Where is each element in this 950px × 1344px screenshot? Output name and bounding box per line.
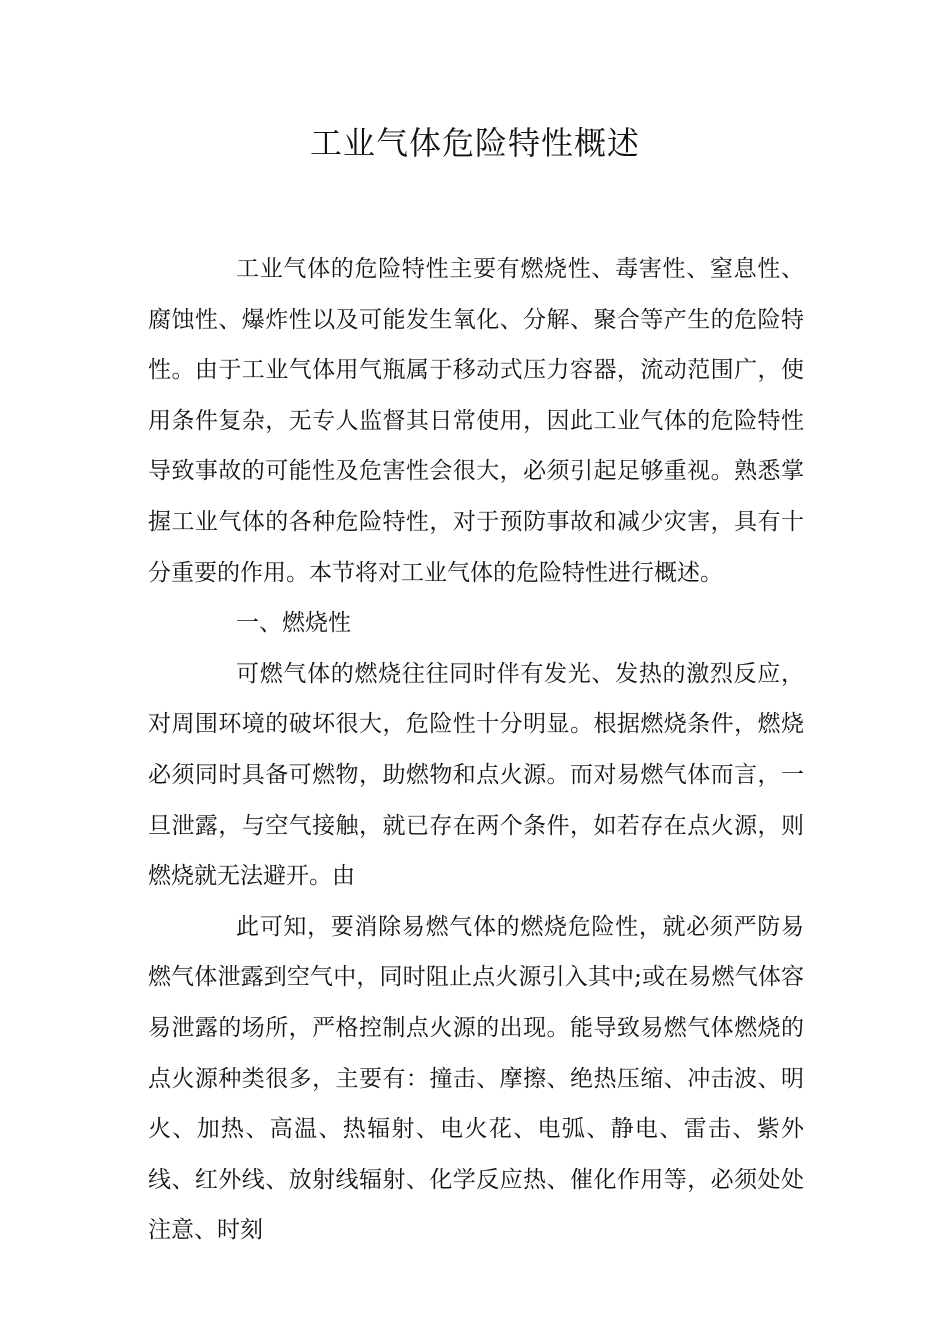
paragraph-intro: 工业气体的危险特性主要有燃烧性、毒害性、窒息性、腐蚀性、爆炸性以及可能发生氧化、分解、聚合等产生的危险特性。由于工业气体用气瓶属于移动式压力容器，流动范围广，使用条件复杂，无专人监督其日常使用，因此工业气体的危险特性导致事故的可能性及危害性会很大，必须引起足够重视。熟悉掌握工业气体的各种危险特性，对于预防事故和减少灾害，具有十分重要的作用。本节将对工业气体的危险特性进行概述。 — [148, 256, 804, 586]
paragraph-ignition-sources: 此可知，要消除易燃气体的燃烧危险性，就必须严防易燃气体泄露到空气中，同时阻止点火源引入其中;或在易燃气体容易泄露的场所，严格控制点火源的出现。能导致易燃气体燃烧的点火源种类很多，主要有：撞击、摩擦、绝热压缩、冲击波、明火、加热、高温、热辐射、电火花、电弧、静电、雷击、紫外线、红外线、放射线辐射、化学反应热、催化作用等，必须处处注意、时刻 — [148, 913, 804, 1244]
section-heading-flammability: 一、燃烧性 — [236, 610, 351, 637]
document-title: 工业气体危险特性概述 — [309, 124, 640, 162]
document-body — [148, 244, 804, 1256]
paragraph-flammability: 可燃气体的燃烧往往同时伴有发光、发热的激烈反应，对周围环境的破坏很大，危险性十分明显。根据燃烧条件，燃烧必须同时具备可燃物，助燃物和点火源。而对易燃气体而言，一旦泄露，与空气接触，就已存在两个条件，如若存在点火源，则燃烧就无法避开。由 — [148, 660, 804, 890]
